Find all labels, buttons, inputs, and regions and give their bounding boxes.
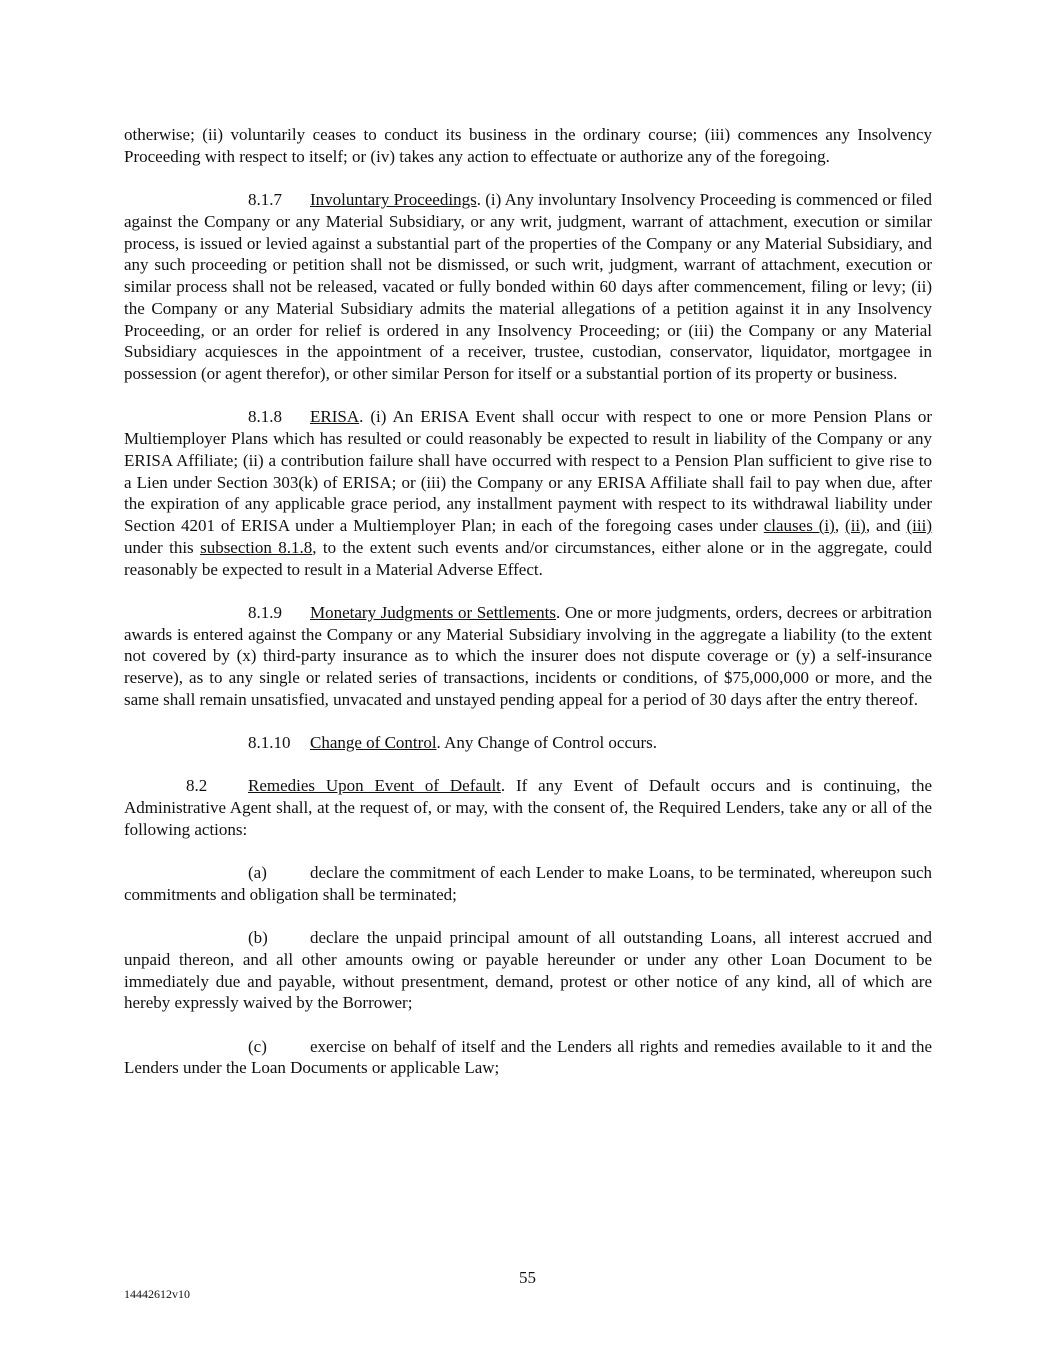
document-page [124, 124, 932, 1101]
section-8-1-9 [124, 602, 932, 711]
section-body: . Any Change of Control occurs. [436, 733, 658, 752]
section-body: . (i) Any involuntary Insolvency Proceeding is commenced or filed against the Company or any Material Subsidiary, or any writ, judgment, warrant of attachment, execution or similar process, is issued or levied against a substantial part of the properties of the Company or any Material Subsidiary, and any such proceeding or petition shall not be dismissed, or such writ, judgment, warrant of attachment, execution or similar process shall not be released, vacated or fully bonded within 60 days after commencement, filing or levy; (ii) the Company or any Material Subsidiary admits the material allegations of a petition against it in any Insolvency Proceeding, or an order for relief is ordered in any Insolvency Proceeding; or (iii) the Company or any Material Subsidiary acquiesces in the appointment of a receiver, trustee, custodian, conservator, liquidator, mortgagee in possession (or agent therefor), or other similar Person for itself or a substantial portion of its property or business. [124, 190, 933, 383]
section-number: 8.1.10 [248, 733, 291, 752]
cross-reference: (ii) [845, 516, 866, 535]
section-body: . One or more judgments, orders, decrees or arbitration awards is entered against the Company or any Material Subsidiary involving in the aggregate a liability (to the extent not covered by (x) third-party insurance as to which the insurer does not dispute coverage or (y) a self-insurance reserve), as to any single or related series of transactions, incidents or conditions, of $75,000,000 or more, and the same shall remain unsatisfied, unvacated and unstayed pending appeal for a period of 30 days after the entry thereof. [124, 602, 932, 709]
section-8-1-8 [124, 406, 932, 580]
section-body: . (i) An ERISA Event shall occur with respect to one or more Pension Plans or Multiemployer Plans which has resulted or could reasonably be expected to result in liability of the Company or any ERISA Affiliate; (ii) a contribution failure shall have occurred with respect to a Pension Plan sufficient to give rise to a Lien under Section 303(k) of ERISA; or (iii) the Company or any ERISA Affiliate shall fail to pay when due, after the expiration of any applicable grace period, any installment payment with respect to its withdrawal liability under Section 4201 of ERISA under a Multiemployer Plan; in each of the foregoing cases under [124, 407, 932, 535]
cross-reference: clauses (i) [763, 516, 835, 535]
section-number: 8.1.9 [248, 602, 282, 622]
section-heading: Change of Control [310, 733, 437, 752]
section-8-1-10 [124, 732, 932, 754]
document-id: 14442612v10 [124, 1287, 190, 1301]
section-heading: Monetary Judgments or Settlements [310, 602, 557, 622]
separator-text: , [834, 516, 846, 535]
item-text: declare the commitment of each Lender to make Loans, to be terminated, whereupon such commitments and obligation shall be terminated; [124, 863, 932, 904]
section-number: 8.1.7 [248, 190, 282, 209]
separator-text: , and [865, 516, 907, 535]
item-text: declare the unpaid principal amount of all outstanding Loans, all interest accrued and unpaid thereon, and all other amounts owing or payable hereunder or under any other Loan Document to be immediately due and payable, without presentment, demand, protest or other notice of any kind, all of which are hereby expressly waived by the Borrower; [124, 928, 932, 1013]
page-number: 55 [519, 1268, 536, 1287]
item-label: (b) [248, 928, 268, 947]
list-item [124, 927, 932, 1014]
section-heading: ERISA [310, 407, 360, 427]
item-text: exercise on behalf of itself and the Lenders all rights and remedies available to it and the Lenders under the Loan Documents or applicable Law; [124, 1036, 932, 1078]
cross-reference: subsection 8.1.8 [200, 537, 313, 557]
paragraph-continuation: otherwise; (ii) voluntarily ceases to conduct its business in the ordinary course; (iii) commences any Insolvency Proceeding with respect to itself; or (iv) takes any action to effectuate or authorize any of the foregoing. [124, 125, 932, 166]
list-item [124, 1036, 932, 1080]
section-number: 8.1.8 [248, 407, 282, 427]
section-number: 8.2 [186, 776, 208, 796]
section-8-1-7 [124, 189, 932, 385]
list-item [124, 862, 932, 906]
section-body: . If any Event of Default occurs and is continuing, the Administrative Agent shall, at the request of, or may, with the consent of, the Required Lenders, take any or all of the following actions: [124, 776, 932, 839]
section-body: , to the extent such events and/or circumstances, either alone or in the aggregate, could reasonably be expected to result in a Material Adverse Effect. [124, 537, 932, 579]
separator-text: under this [124, 537, 201, 557]
section-8-2 [124, 775, 932, 840]
cross-reference: (iii) [906, 516, 933, 535]
section-heading: Involuntary Proceedings [310, 190, 477, 209]
item-label: (c) [248, 1036, 267, 1056]
item-label: (a) [248, 863, 267, 882]
section-heading: Remedies Upon Event of Default [248, 776, 501, 796]
